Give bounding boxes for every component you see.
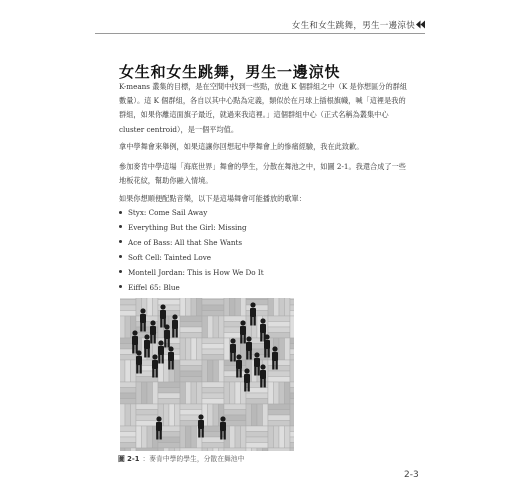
- floor-tile: [224, 448, 246, 451]
- bullet-icon: [119, 240, 122, 243]
- floor-tile: [120, 404, 136, 426]
- floor-tile: [268, 448, 290, 451]
- figure-caption-text: ：麥肯中學的學生，分散在舞池中: [142, 455, 245, 463]
- song-list-item: Everything But the Girl: Missing: [119, 221, 264, 236]
- song-list-item: Montell Jordan: This is How We Do It: [119, 266, 264, 281]
- body-paragraph: K-means 叢集的目標，是在空間中找到一些點，放進 K 個群組之中（K 是你想區分的群組數量）。這 K 個群組，各自以其中心點為定義，類似於在月球上插根旗幟，喊「這裡是我的群組，如果你離這面旗子最近，就過來我這裡。」這個群組中心（正式名稱為叢集中心 cluster centroid），是一個平均值。: [119, 82, 408, 134]
- running-header-title: 女生和女生跳舞，男生一邊涼快: [291, 21, 415, 31]
- floor-tile: [202, 316, 224, 338]
- floor-tile: [180, 338, 202, 360]
- floor-tile: [120, 426, 136, 448]
- floor-tile: [268, 382, 290, 404]
- bullet-icon: [119, 270, 122, 273]
- dance-floor-illustration: [120, 298, 294, 451]
- floor-tile: [202, 382, 224, 404]
- parquet-floor: [120, 298, 294, 451]
- floor-tile: [202, 360, 224, 382]
- floor-tile: [268, 338, 290, 360]
- floor-tile: [120, 382, 136, 404]
- floor-tile: [180, 298, 202, 316]
- floor-tile: [290, 298, 294, 316]
- song-list-item: Styx: Come Sail Away: [119, 206, 264, 221]
- floor-tile: [268, 426, 290, 448]
- page-number: 2-3: [404, 470, 419, 480]
- floor-tile: [180, 360, 202, 382]
- floor-tile: [120, 360, 136, 382]
- floor-tile: [268, 298, 290, 316]
- floor-tile: [268, 404, 290, 426]
- floor-tile: [136, 298, 158, 316]
- floor-tile: [246, 298, 268, 316]
- figure-caption: [118, 453, 244, 463]
- floor-tile: [290, 404, 294, 426]
- floor-tile: [246, 448, 268, 451]
- floor-tile: [158, 382, 180, 404]
- floor-tile: [290, 426, 294, 448]
- floor-tile: [246, 426, 268, 448]
- floor-tile: [120, 448, 136, 451]
- floor-tile: [202, 448, 224, 451]
- floor-tile: [224, 298, 246, 316]
- floor-tile: [136, 404, 158, 426]
- floor-tile: [290, 360, 294, 382]
- floor-tile: [224, 426, 246, 448]
- song-list-item: Soft Cell: Tainted Love: [119, 251, 264, 266]
- floor-tile: [246, 404, 268, 426]
- floor-tile: [180, 316, 202, 338]
- body-paragraph: 拿中學舞會來舉例，如果這讓你回想起中學舞會上的慘痛經驗，我在此致歉。: [119, 142, 364, 151]
- floor-tile: [120, 298, 136, 316]
- floor-tile: [224, 382, 246, 404]
- floor-tile: [158, 448, 180, 451]
- floor-tile: [224, 360, 246, 382]
- section-title: 女生和女生跳舞，男生一邊涼快: [119, 63, 341, 81]
- floor-tile: [290, 338, 294, 360]
- chapter-nav-icon: [416, 20, 425, 29]
- floor-tile: [202, 338, 224, 360]
- floor-tile: [290, 316, 294, 338]
- floor-tile: [224, 404, 246, 426]
- bullet-icon: [119, 255, 122, 258]
- bullet-icon: [119, 285, 122, 288]
- floor-tile: [180, 382, 202, 404]
- floor-tile: [180, 448, 202, 451]
- song-list-item: Ace of Bass: All that She Wants: [119, 236, 264, 251]
- body-paragraph: 參加麥肯中學這場「海底世界」舞會的學生，分散在舞池之中，如圖 2-1。我還合成了一些地板花紋，幫助你融入情境。: [119, 162, 406, 186]
- song-list: [119, 206, 264, 295]
- floor-tile: [268, 360, 290, 382]
- bullet-icon: [119, 211, 122, 214]
- floor-tile: [268, 316, 290, 338]
- floor-tile: [136, 426, 158, 448]
- figure-caption-number: 圖 2-1: [118, 455, 140, 463]
- dance-floor-figure: [120, 298, 294, 451]
- floor-tile: [290, 382, 294, 404]
- song-list-item: Eiffel 65: Blue: [119, 281, 264, 296]
- floor-tile: [136, 382, 158, 404]
- floor-tile: [290, 448, 294, 451]
- running-header: [95, 19, 425, 34]
- floor-tile: [136, 448, 158, 451]
- body-paragraph: 如果你想順便配點音樂，以下是這場舞會可能播放的歌單：: [119, 194, 306, 203]
- bullet-icon: [119, 225, 122, 228]
- floor-tile: [202, 298, 224, 316]
